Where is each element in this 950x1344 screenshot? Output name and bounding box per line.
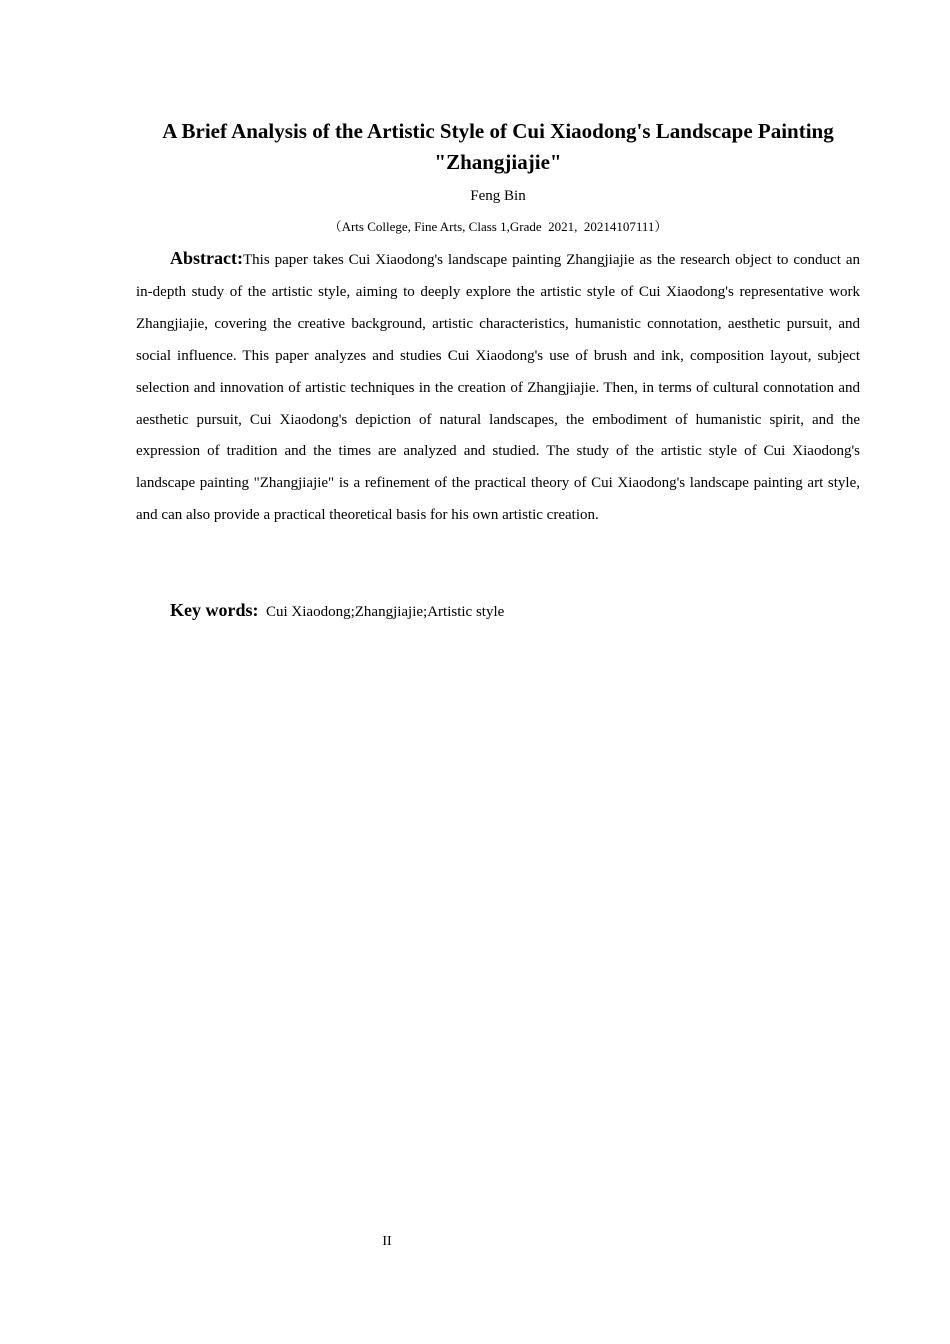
paper-title-line-1: A Brief Analysis of the Artistic Style of Cui Xiaodong's Landscape Painting [162,119,834,143]
abstract-paragraph [136,243,860,532]
keywords-label: Key words: [170,600,259,620]
keywords-text: Cui Xiaodong;Zhangjiajie;Artistic style [266,604,505,620]
author-affiliation: （Arts College, Fine Arts, Class 1,Grade 2021, 20214107111） [328,219,668,234]
keywords-paragraph [136,595,860,627]
page-number: II [382,1234,392,1249]
paper-title [136,116,860,178]
abstract-text: This paper takes Cui Xiaodong's landscape painting Zhangjiajie as the research object to conduct an in-depth study of the artistic style, aiming to deeply explore the artistic style of Cui Xiaodong's representative work Zhangjiajie, covering the creative background, artistic characteristics, humanistic connotation, aesthetic pursuit, and social influence. This paper analyzes and studies Cui Xiaodong's use of brush and ink, composition layout, subject selection and innovation of artistic techniques in the creation of Zhangjiajie. Then, in terms of cultural connotation and aesthetic pursuit, Cui Xiaodong's depiction of natural landscapes, the embodiment of humanistic spirit, and the expression of tradition and the times are analyzed and studied. The study of the artistic style of Cui Xiaodong's landscape painting "Zhangjiajie" is a refinement of the practical theory of Cui Xiaodong's landscape painting art style, and can also provide a practical theoretical basis for his own artistic creation. [136,252,860,524]
author-name: Feng Bin [470,188,526,204]
abstract-label: Abstract: [170,248,243,268]
paper-title-line-2: "Zhangjiajie" [434,150,562,174]
